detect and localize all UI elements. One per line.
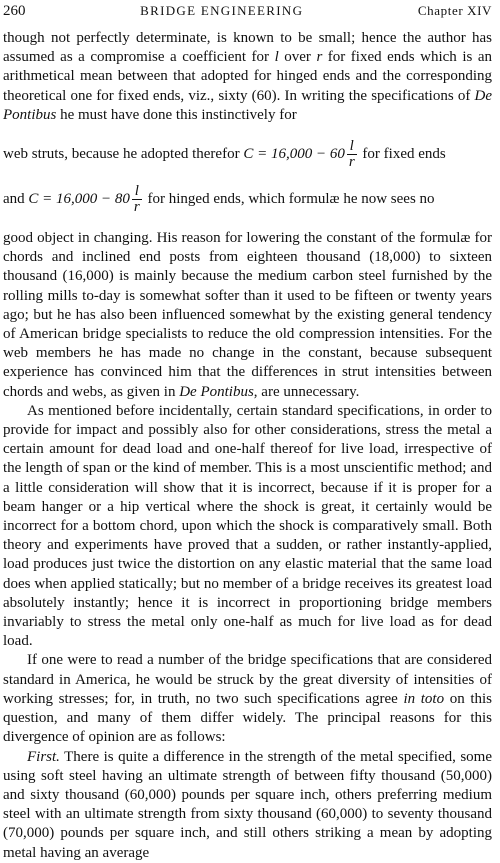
paragraph: If one were to read a number of the bridge specifications that are considered standard in America, he would be struck by the great diversity of intensities of working stresses; for, in truth, no two such specifications agree in toto on this question, and many of them differ widely. The principal reasons for this divergence of opinion are as follows: bbox=[3, 652, 492, 746]
page-number: 260 bbox=[3, 3, 26, 19]
running-header bbox=[3, 0, 492, 29]
book-title-de-pontibus: De Pontibus bbox=[3, 87, 492, 123]
fraction: $\frac{l}{r}$ bbox=[133, 183, 140, 216]
paragraph: though not perfectly determinate, is known to be small; hence the author has assumed as a compromise a coefficient for l over r for fixed ends which is an arithmetical mean between that adopted for hinged ends and the corresponding theoretical one for fixed ends, viz., sixty (60). In writing the specifications of De Pontibus he must have done this instinctively for bbox=[3, 30, 492, 123]
paragraph: First. There is quite a difference in the strength of the metal specified, some using soft steel having an ultimate strength of between fifty thousand (50,000) and sixty thousand (60,000) pounds per square inch, others preferring medium steel with an ultimate strength from sixty thousand (60,000) to seventy thousand (70,000) pounds per square inch, and still others striking a mean by adopting metal having an average bbox=[3, 748, 492, 861]
chapter-label: Chapter XIV bbox=[417, 3, 492, 18]
formula-fixed-ends: web struts, because he adopted therefor C = 16,000 − 60 $\frac{l}{r}$ for fixed ends bbox=[3, 138, 446, 171]
paragraph: As mentioned before incidentally, certain standard specifications, in order to provide for impact and possibly also for other considerations, stress the metal a certain amount for dead load and one-half thereof for live load, irrespective of the length of span or the kind of member. This is a most unscientific method; and a little consideration will show that it is incorrect, because if it is proper for a beam hanger or a hip vertical where the shock is great, it certainly would be incorrect for a bottom chord, upon which the shock is comparatively small. Both theory and experiments have proved that a sudden, or rather instantly-applied, load produces just twice the distortion on any elastic material that the same load does when applied statically; but no member of a bridge receives its greatest load absolutely instantly; hence it is incorrect in proportioning bridge members invariably to stress the metal only one-half as much for live load as for dead load. bbox=[3, 402, 492, 650]
page-body bbox=[3, 29, 492, 863]
book-title-de-pontibus: De Pontibus bbox=[179, 383, 254, 400]
fraction: $\frac{l}{r}$ bbox=[348, 138, 355, 171]
running-title: BRIDGE ENGINEERING bbox=[140, 3, 304, 18]
formula-hinged-ends: and C = 16,000 − 80 $\frac{l}{r}$ for hinged ends, which formulæ he now sees no bbox=[3, 183, 435, 216]
paragraph: good object in changing. His reason for lowering the constant of the formulæ for chords and inclined end posts from eighteen thousand (18,000) to sixteen thousand (16,000) is mainly because the medium carbon steel furnished by the rolling mills to-day is somewhat softer than it used to be fifteen or twenty years ago; but he has also been influenced somewhat by the existing general tendency of American bridge specialists to reduce the old compression intensities. For the web members he has made no change in the constant, because subsequent experience has convinced him that the differences in strut intensities between chords and webs, as given in De Pontibus, are unnecessary. bbox=[3, 230, 492, 400]
